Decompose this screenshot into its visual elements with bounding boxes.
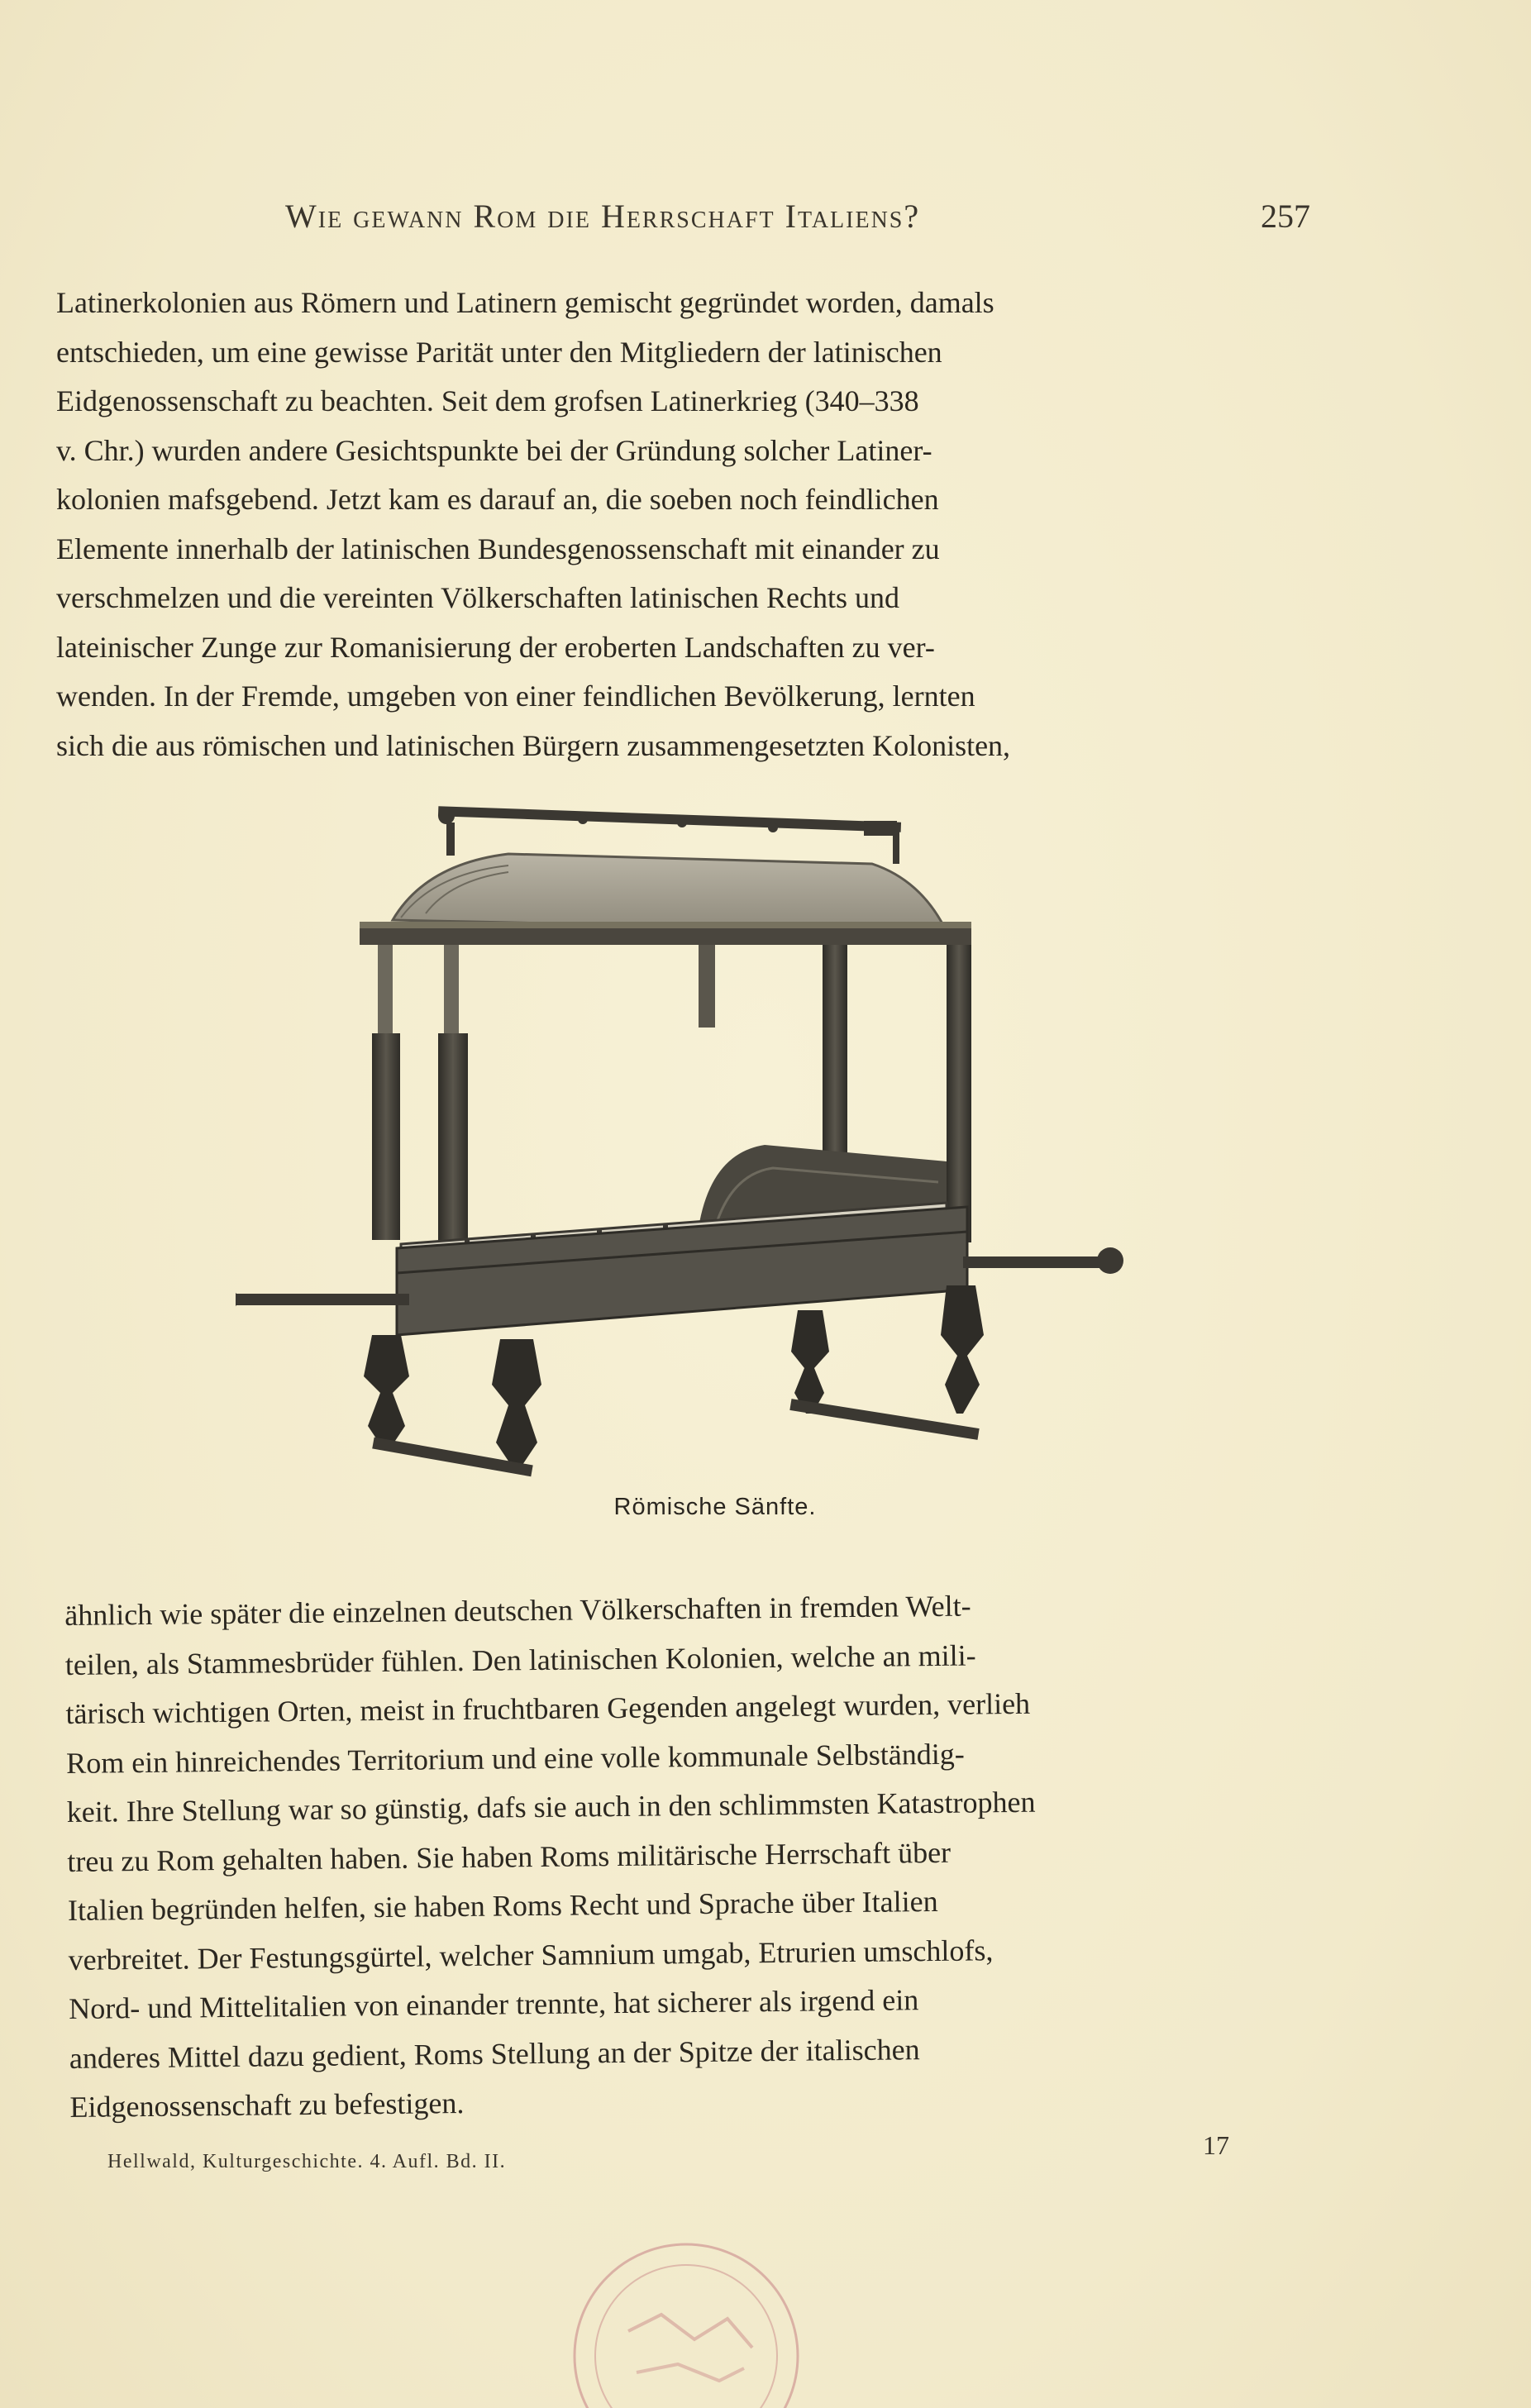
roof: [360, 854, 971, 945]
text-line: sich die aus römischen und latinischen Bürgern zusammengesetzten Kolonisten,: [56, 728, 1011, 762]
page-header: [285, 197, 1310, 246]
text-line: kolonien mafsgebend. Jetzt kam es darauf an, die soeben noch feindlichen: [56, 483, 939, 516]
text-line: Elemente innerhalb der latinischen Bundesgenossenschaft mit einander zu: [56, 532, 940, 565]
text-line: Rom ein hinreichendes Territorium und eine volle kommunale Selbständig-: [65, 1737, 965, 1780]
text-line: entschieden, um eine gewisse Parität unter den Mitgliedern der latinischen: [56, 335, 942, 369]
figure-roman-litter: [236, 798, 1145, 1525]
text-line: v. Chr.) wurden andere Gesichtspunkte bei der Gründung solcher Latiner-: [56, 433, 932, 467]
library-stamp: [562, 2240, 810, 2408]
litter-illustration: [236, 798, 1145, 1525]
text-line: tärisch wichtigen Orten, meist in fruchtbaren Gegenden angelegt wurden, verlieh: [65, 1686, 1031, 1730]
signature-mark: 17: [1203, 2130, 1229, 2160]
footer-source: Hellwald, Kulturgeschichte. 4. Aufl. Bd. II.: [107, 2151, 507, 2172]
text-line: Eidgenossenschaft zu befestigen.: [69, 2086, 465, 2124]
text-line: verschmelzen und die vereinten Völkerschaften latinischen Rechts und: [56, 581, 899, 614]
text-line: verbreitet. Der Festungsgürtel, welcher Samnium umgab, Etrurien umschlofs,: [68, 1933, 994, 1976]
text-line: Italien begründen helfen, sie haben Roms Recht und Sprache über Italien: [67, 1884, 938, 1927]
text-line: ähnlich wie später die einzelnen deutschen Völkerschaften in fremden Welt-: [64, 1589, 971, 1632]
text-line: treu zu Rom gehalten haben. Sie haben Roms militärische Herrschaft über: [67, 1835, 952, 1878]
text-line: lateinischer Zunge zur Romanisierung der eroberten Landschaften zu ver-: [56, 630, 935, 664]
text-line: Nord- und Mittelitalien von einander trennte, hat sicherer als irgend ein: [69, 1983, 919, 2025]
text-line: wenden. In der Fremde, umgeben von einer feindlichen Bevölkerung, lernten: [56, 679, 975, 713]
figure-caption: Römische Sänfte.: [613, 1494, 817, 1520]
paragraph-top: [56, 279, 1309, 770]
text-line: anderes Mittel dazu gedient, Roms Stellung an der Spitze der italischen: [69, 2032, 920, 2075]
text-line: Latinerkolonien aus Römern und Latinern gemischt gegründet worden, damals: [56, 286, 994, 319]
page-number: 257: [1261, 198, 1310, 235]
running-title: Wie gewann Rom die Herrschaft Italiens?: [285, 198, 921, 235]
text-line: keit. Ihre Stellung war so günstig, dafs sie auch in den schlimmsten Katastrophen: [66, 1785, 1036, 1829]
text-line: teilen, als Stammesbrüder fühlen. Den latinischen Kolonien, welche an mili-: [64, 1638, 976, 1681]
paragraph-bottom: [64, 1578, 1323, 2132]
text-line: Eidgenossenschaft zu beachten. Seit dem grofsen Latinerkrieg (340–338: [56, 384, 919, 417]
